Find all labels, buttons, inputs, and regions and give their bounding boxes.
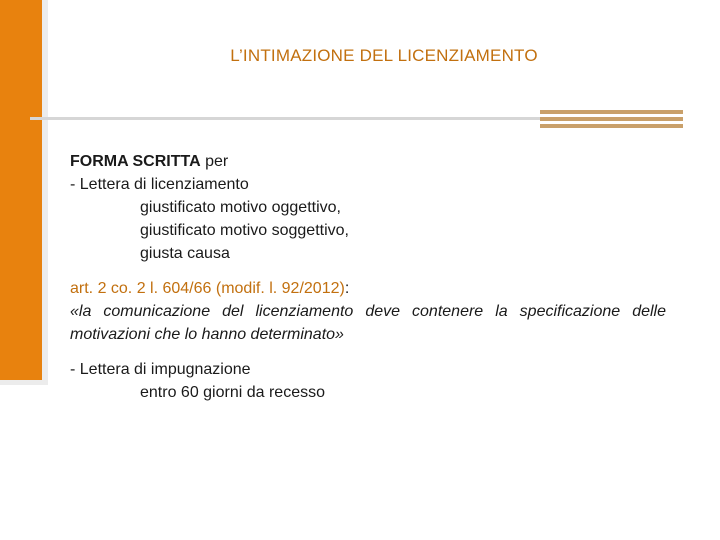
law-reference-colon: : [344, 280, 350, 297]
left-accent-bar-base [0, 380, 48, 385]
reason-item: giustificato motivo soggettivo, [140, 222, 349, 239]
appeal-deadline-item: entro 60 giorni da recesso [140, 384, 325, 401]
written-form-suffix: per [200, 153, 229, 170]
dismissal-letter-item: - Lettera di licenziamento [70, 176, 249, 193]
slide-title: L’INTIMAZIONE DEL LICENZIAMENTO [230, 46, 538, 65]
appeal-letter-item: - Lettera di impugnazione [70, 361, 251, 378]
law-reference: art. 2 co. 2 l. 604/66 (modif. l. 92/2012) [70, 280, 345, 297]
law-quote: «la comunicazione del licenziamento deve contenere la specificazione delle motivazioni che lo hanno determinato» [70, 303, 666, 343]
title-divider [30, 117, 540, 120]
written-form-label: FORMA SCRITTA [70, 153, 201, 170]
slide-body [70, 150, 666, 404]
section-written-form-heading [70, 150, 666, 173]
left-accent-bar [0, 0, 42, 380]
law-reference-line [70, 277, 666, 300]
reason-item: giustificato motivo oggettivo, [140, 199, 341, 216]
divider-accent-stripe-2 [540, 117, 683, 121]
divider-accent-stripe-3 [540, 124, 683, 128]
divider-accent-stripe-1 [540, 110, 683, 114]
reason-item: giusta causa [140, 245, 230, 262]
